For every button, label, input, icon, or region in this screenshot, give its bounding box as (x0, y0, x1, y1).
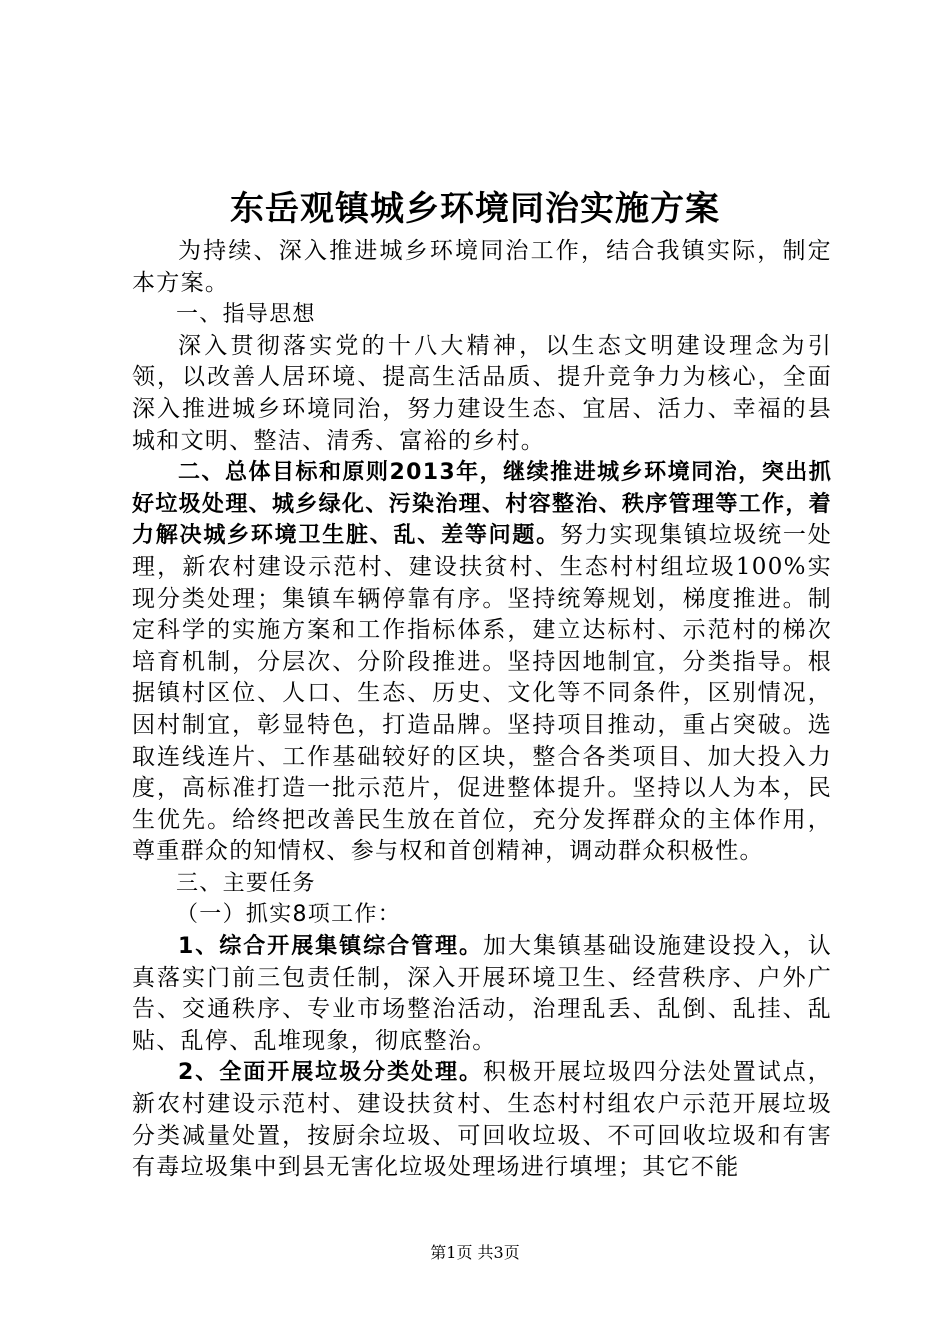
section-2-text: 努力实现集镇垃圾统一处理，新农村建设示范村、建设扶贫村、生态村村组垃圾100%实现分类处理；集镇车辆停靠有序。坚持统筹规划，梯度推进。制定科学的实施方案和工作指标体系，建立达标村、示范村的梯次培育机制，分层次、分阶段推进。坚持因地制宜，分类指导。根据镇村区位、人口、生态、历史、文化等不同条件，区别情况，因村制宜，彰显特色，打造品牌。坚持项目推动，重占突破。选取连线连片、工作基础较好的区块，整合各类项目、加大投入力度，高标准打造一批示范片，促进整体提升。坚持以人为本，民生优先。给终把改善民生放在首位，充分发挥群众的主体作用，尊重群众的知情权、参与权和首创精神，调动群众积极性。 (132, 522, 832, 865)
section-3-sub-heading: （一）抓实8项工作： (176, 902, 401, 928)
task-item-1 (132, 931, 832, 1057)
page-footer: 第1页 共3页 (430, 1243, 520, 1262)
section-2-paragraph (132, 457, 832, 868)
task-item-2-title: 2、全面开展垃圾分类处理。 (178, 1060, 483, 1086)
task-item-2-text: 积极开展垃圾四分法处置试点，新农村建设示范村、建设扶贫村、生态村村组农户示范开展垃圾分类减量处置，按厨余垃圾、可回收垃圾、不可回收垃圾和有害有毒垃圾集中到县无害化垃圾处理场进行填埋；其它不能 (132, 1059, 832, 1181)
document-title: 东岳观镇城乡环境同治实施方案 (230, 189, 720, 229)
section-2-bold-heading: 二、总体目标和原则2013年，继续推进城乡环境同治，突出抓好垃圾处理、城乡绿化、污染治理、村容整治、秩序管理等工作，着力解决城乡环境卫生脏、乱、差等问题。 (132, 460, 832, 549)
section-1-heading: 一、指导思想 (176, 302, 316, 328)
section-1-paragraph: 深入贯彻落实党的十八大精神，以生态文明建设理念为引领，以改善人居环境、提高生活品质、提升竞争力为核心，全面深入推进城乡环境同治，努力建设生态、宜居、活力、幸福的县城和文明、整洁、清秀、富裕的乡村。 (132, 332, 832, 454)
section-3-heading: 三、主要任务 (176, 870, 316, 896)
task-item-2 (132, 1057, 832, 1183)
intro-paragraph: 为持续、深入推进城乡环境同治工作，结合我镇实际，制定本方案。 (132, 238, 832, 296)
document-body (132, 236, 832, 1184)
task-item-1-title: 1、综合开展集镇综合管理。 (178, 934, 483, 960)
task-item-1-text: 加大集镇基础设施建设投入，认真落实门前三包责任制，深入开展环境卫生、经营秩序、户外广告、交通秩序、专业市场整治活动，治理乱丢、乱倒、乱挂、乱贴、乱停、乱堆现象，彻底整治。 (132, 933, 832, 1054)
